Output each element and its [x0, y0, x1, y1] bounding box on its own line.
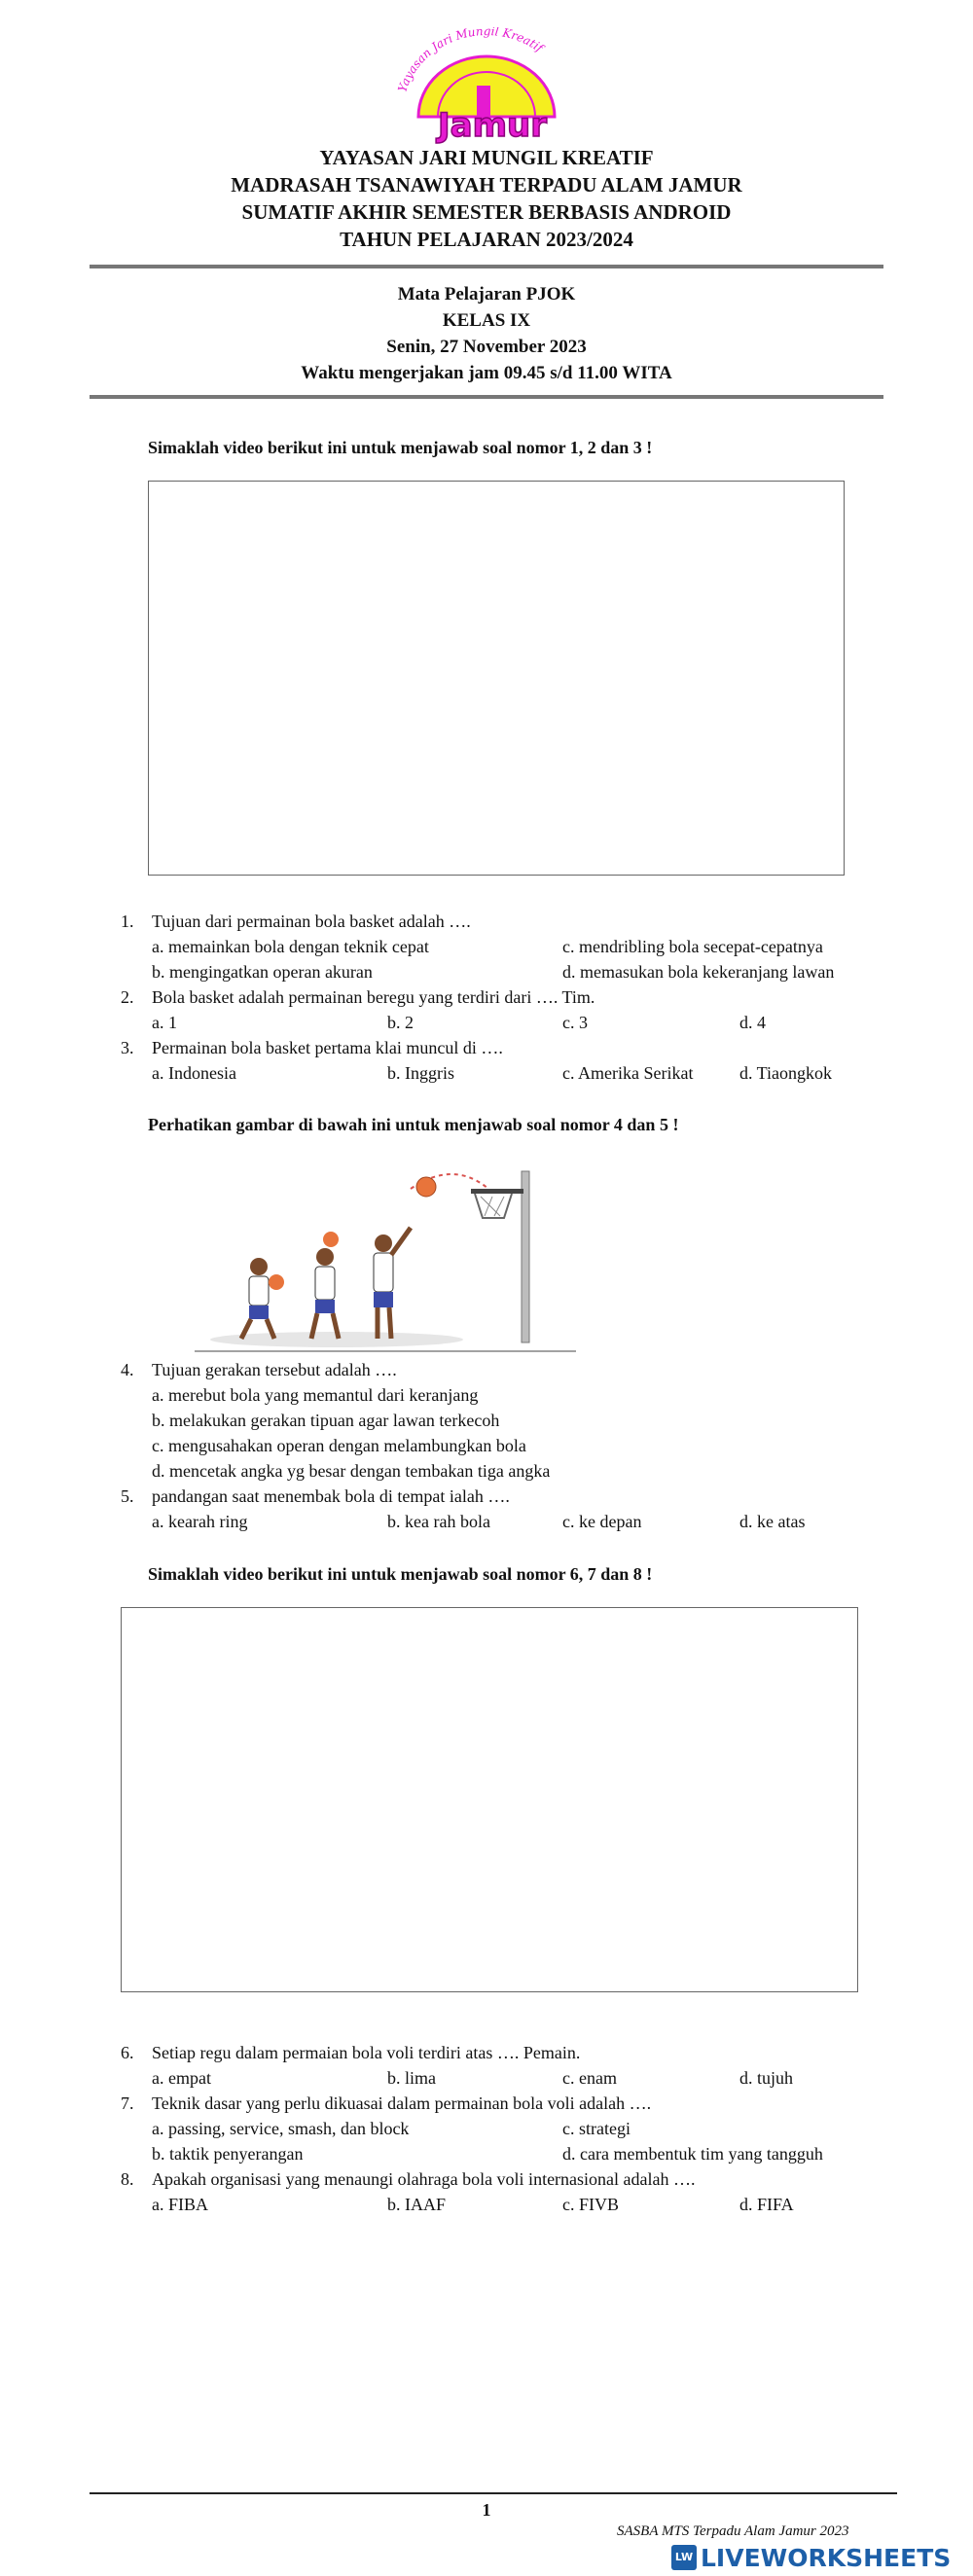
option-b[interactable]: b. lima — [387, 2068, 436, 2088]
question-number: 4. — [121, 1360, 134, 1379]
exam-class: KELAS IX — [442, 310, 531, 331]
option-a[interactable]: a. memainkan bola dengan teknik cepat — [152, 937, 429, 956]
option-c[interactable]: c. enam — [562, 2068, 617, 2088]
logo-arc-text: Yayasan Jari Mungil Kreatif — [395, 27, 546, 94]
question-text: Apakah organisasi yang menaungi olahraga bola voli internasional adalah …. — [152, 2169, 696, 2189]
option-b[interactable]: b. melakukan gerakan tipuan agar lawan terkecoh — [152, 1411, 500, 1430]
question-text: Setiap regu dalam permaian bola voli terdiri atas …. Pemain. — [152, 2043, 581, 2062]
question-number: 8. — [121, 2169, 134, 2189]
instruction-video-2: Simaklah video berikut ini untuk menjawab soal nomor 6, 7 dan 8 ! — [148, 1564, 653, 1584]
header-divider — [90, 265, 883, 268]
page-number: 1 — [482, 2500, 491, 2520]
instruction-video-1: Simaklah video berikut ini untuk menjawab soal nomor 1, 2 dan 3 ! — [148, 438, 653, 457]
option-c[interactable]: c. strategi — [562, 2119, 631, 2138]
option-d[interactable]: d. memasukan bola kekeranjang lawan — [562, 962, 835, 982]
option-c[interactable]: c. FIVB — [562, 2195, 619, 2214]
option-b[interactable]: b. kea rah bola — [387, 1512, 490, 1531]
option-a[interactable]: a. passing, service, smash, dan block — [152, 2119, 410, 2138]
question-number: 2. — [121, 987, 134, 1007]
question-number: 5. — [121, 1486, 134, 1506]
option-b[interactable]: b. Inggris — [387, 1063, 454, 1083]
exam-subject: Mata Pelajaran PJOK — [397, 284, 576, 304]
basket-net-icon — [475, 1194, 512, 1218]
option-a[interactable]: a. kearah ring — [152, 1512, 248, 1531]
footer-caption: SASBA MTS Terpadu Alam Jamur 2023 — [617, 2523, 849, 2539]
header-line-1: YAYASAN JARI MUNGIL KREATIF — [319, 146, 654, 169]
player-figure-2 — [311, 1232, 339, 1339]
option-a[interactable]: a. 1 — [152, 1013, 177, 1032]
question-text: pandangan saat menembak bola di tempat ialah …. — [152, 1486, 510, 1506]
player-figure-1 — [241, 1258, 284, 1339]
logo-name: Jamur — [438, 106, 547, 144]
question-text: Teknik dasar yang perlu dikuasai dalam permainan bola voli adalah …. — [152, 2093, 652, 2113]
option-c[interactable]: c. mengusahakan operan dengan melambungkan bola — [152, 1436, 526, 1455]
basket-pole — [522, 1171, 529, 1342]
option-d[interactable]: d. Tiaongkok — [739, 1063, 833, 1083]
question-text: Bola basket adalah permainan beregu yang terdiri dari …. Tim. — [152, 987, 595, 1007]
header-line-2: MADRASAH TSANAWIYAH TERPADU ALAM JAMUR — [231, 173, 742, 197]
question-text: Tujuan dari permainan bola basket adalah …. — [152, 912, 471, 931]
option-a[interactable]: a. FIBA — [152, 2195, 208, 2214]
option-d[interactable]: d. FIFA — [739, 2195, 794, 2214]
info-divider — [90, 395, 883, 399]
option-b[interactable]: b. IAAF — [387, 2195, 447, 2214]
exam-time: Waktu mengerjakan jam 09.45 s/d 11.00 WITA — [301, 363, 672, 383]
logo-mushroom-icon — [379, 27, 594, 144]
option-d[interactable]: d. ke atas — [739, 1512, 806, 1531]
question-text: Permainan bola basket pertama klai muncul di …. — [152, 1038, 503, 1057]
video-player-2[interactable] — [121, 1607, 858, 1992]
basketball-shooting-illustration — [191, 1160, 580, 1354]
footer-divider — [90, 2492, 897, 2494]
question-text: Tujuan gerakan tersebut adalah …. — [152, 1360, 397, 1379]
option-b[interactable]: b. 2 — [387, 1013, 414, 1032]
option-d[interactable]: d. tujuh — [739, 2068, 794, 2088]
question-number: 7. — [121, 2093, 134, 2113]
option-c[interactable]: c. ke depan — [562, 1512, 642, 1531]
option-a[interactable]: a. merebut bola yang memantul dari keranjang — [152, 1385, 479, 1405]
logo — [379, 27, 594, 144]
instruction-image: Perhatikan gambar di bawah ini untuk menjawab soal nomor 4 dan 5 ! — [148, 1115, 679, 1134]
header-line-3: SUMATIF AKHIR SEMESTER BERBASIS ANDROID — [241, 200, 732, 224]
option-a[interactable]: a. Indonesia — [152, 1063, 236, 1083]
liveworksheets-brand[interactable] — [671, 2543, 951, 2572]
question-number: 6. — [121, 2043, 134, 2062]
option-d[interactable]: d. cara membentuk tim yang tangguh — [562, 2144, 823, 2164]
header-line-4: TAHUN PELAJARAN 2023/2024 — [340, 228, 633, 251]
option-d[interactable]: d. 4 — [739, 1013, 766, 1032]
liveworksheets-wordmark: LIVEWORKSHEETS — [701, 2543, 952, 2572]
option-a[interactable]: a. empat — [152, 2068, 211, 2088]
question-number: 1. — [121, 912, 134, 931]
exam-date: Senin, 27 November 2023 — [386, 337, 587, 357]
option-c[interactable]: c. Amerika Serikat — [562, 1063, 694, 1083]
player-figure-3 — [374, 1228, 411, 1339]
option-c[interactable]: c. mendribling bola secepat-cepatnya — [562, 937, 823, 956]
liveworksheets-logo-icon: LW — [671, 2545, 697, 2570]
option-b[interactable]: b. taktik penyerangan — [152, 2144, 304, 2164]
question-number: 3. — [121, 1038, 134, 1057]
option-d[interactable]: d. mencetak angka yg besar dengan tembakan tiga angka — [152, 1461, 551, 1481]
basketball-icon — [416, 1177, 436, 1197]
option-c[interactable]: c. 3 — [562, 1013, 588, 1032]
option-b[interactable]: b. mengingatkan operan akuran — [152, 962, 373, 982]
video-player-1[interactable] — [148, 481, 845, 876]
